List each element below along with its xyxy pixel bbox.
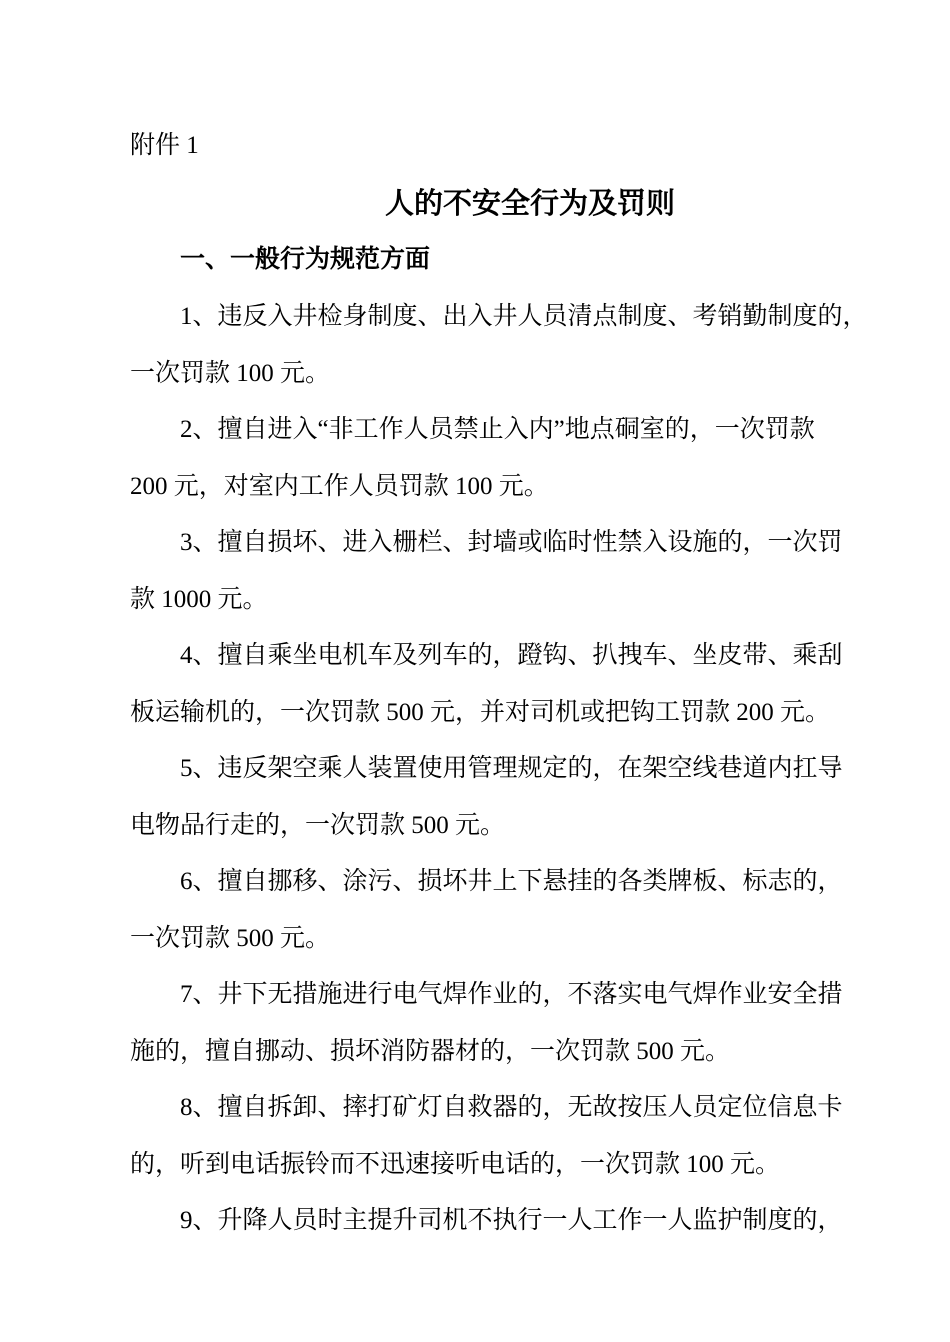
item-9-line-1: 9、升降人员时主提升司机不执行一人工作一人监护制度的， — [180, 1207, 843, 1234]
page-title: 人的不安全行为及罚则 — [384, 188, 675, 220]
item-4-line-1: 4、擅自乘坐电机车及列车的，蹬钩、扒拽车、坐皮带、乘刮 — [180, 642, 843, 669]
item-8-line-1: 8、擅自拆卸、摔打矿灯自救器的，无故按压人员定位信息卡 — [180, 1094, 843, 1121]
item-6-line-1: 6、擅自挪移、涂污、损坏井上下悬挂的各类牌板、标志的， — [180, 868, 843, 895]
item-7-line-2: 施的，擅自挪动、损坏消防器材的，一次罚款 500 元。 — [130, 1038, 731, 1065]
item-1-line-1: 1、违反入井检身制度、出入井人员清点制度、考销勤制度的， — [180, 303, 868, 330]
item-2-line-1: 2、擅自进入“非工作人员禁止入内”地点硐室的，一次罚款 — [180, 416, 815, 443]
item-5-line-1: 5、违反架空乘人装置使用管理规定的，在架空线巷道内扛导 — [180, 755, 843, 782]
item-2-line-2: 200 元，对室内工作人员罚款 100 元。 — [130, 473, 549, 500]
item-8-line-2: 的，听到电话振铃而不迅速接听电话的，一次罚款 100 元。 — [130, 1151, 781, 1178]
item-3-line-1: 3、擅自损坏、进入栅栏、封墙或临时性禁入设施的，一次罚 — [180, 529, 843, 556]
attachment-label: 附件 1 — [130, 132, 199, 159]
item-5-line-2: 电物品行走的，一次罚款 500 元。 — [130, 812, 506, 839]
item-6-line-2: 一次罚款 500 元。 — [130, 925, 331, 952]
section-heading: 一、一般行为规范方面 — [180, 246, 431, 273]
item-3-line-2: 款 1000 元。 — [130, 586, 268, 613]
item-7-line-1: 7、井下无措施进行电气焊作业的，不落实电气焊作业安全措 — [180, 981, 843, 1008]
item-4-line-2: 板运输机的，一次罚款 500 元，并对司机或把钩工罚款 200 元。 — [130, 699, 831, 726]
item-1-line-2: 一次罚款 100 元。 — [130, 360, 331, 387]
